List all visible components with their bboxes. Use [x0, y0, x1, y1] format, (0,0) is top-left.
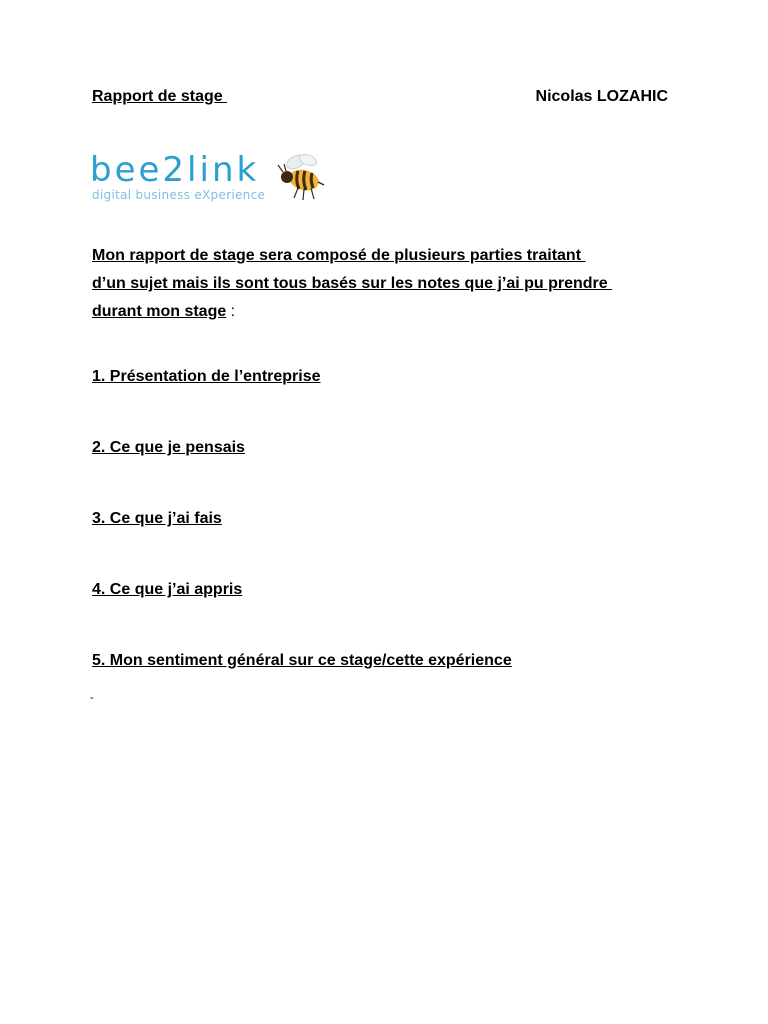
- logo-tagline: digital business eXperience: [92, 188, 266, 202]
- intro-line-3: durant mon stage: [92, 303, 227, 320]
- report-title: Rapport de stage: [92, 88, 228, 105]
- company-logo: [90, 150, 330, 210]
- section-heading-4: 4. Ce que j’ai appris: [92, 581, 243, 598]
- document-header: [92, 88, 668, 106]
- section-heading-1: 1. Présentation de l’entreprise: [92, 368, 321, 385]
- trailing-dash: -: [90, 692, 94, 704]
- section-heading-5: 5. Mon sentiment général sur ce stage/cette expérience: [92, 652, 512, 669]
- intro-line-1: Mon rapport de stage sera composé de plusieurs parties traitant: [92, 247, 586, 264]
- logo-wordmark: bee2link: [90, 150, 260, 190]
- author-name: Nicolas LOZAHIC: [535, 88, 668, 105]
- intro-colon: :: [226, 303, 236, 320]
- intro-line-2: d’un sujet mais ils sont tous basés sur les notes que j’ai pu prendre: [92, 275, 613, 292]
- section-heading-3: 3. Ce que j’ai fais: [92, 510, 222, 527]
- section-heading-2: 2. Ce que je pensais: [92, 439, 245, 456]
- intro-paragraph: [92, 242, 682, 326]
- bee-icon: [274, 152, 330, 206]
